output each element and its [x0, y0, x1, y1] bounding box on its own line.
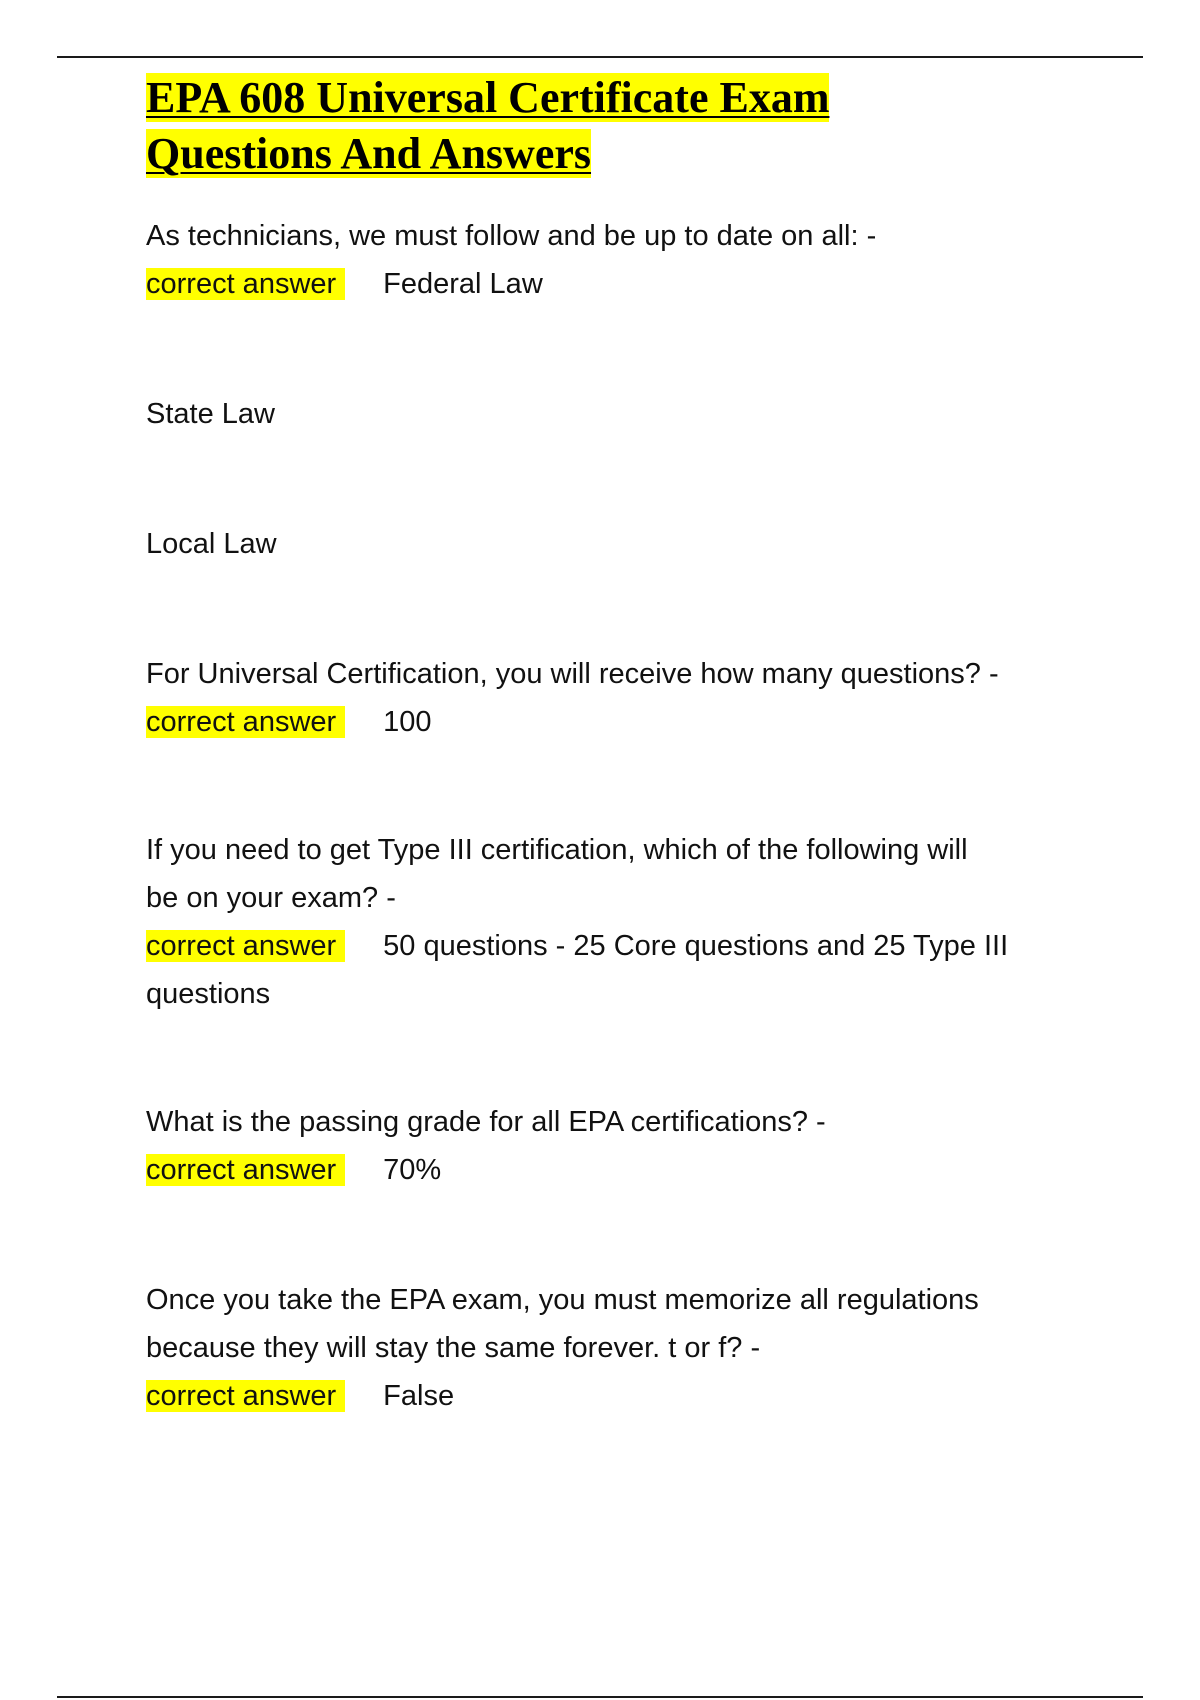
answer-extra-local: Local Law: [146, 528, 277, 560]
answer-line: [146, 922, 1086, 970]
answer-line: [146, 260, 1086, 308]
question-text-line-1: Once you take the EPA exam, you must memorize all regulations: [146, 1284, 979, 1316]
answer-text: 50 questions - 25 Core questions and 25 Type III: [383, 930, 1009, 962]
correct-answer-label: correct answer: [146, 1154, 345, 1186]
answer-text: 70%: [383, 1154, 442, 1186]
answer-text: 100: [383, 706, 432, 738]
question-text-line-1: If you need to get Type III certification, which of the following will: [146, 834, 968, 866]
bottom-rule: [57, 1696, 1143, 1698]
answer-text: False: [383, 1380, 455, 1412]
correct-answer-label: correct answer: [146, 268, 345, 300]
correct-answer-label: correct answer: [146, 930, 345, 962]
answer-line: [146, 1146, 1086, 1194]
question-text-line-2: be on your exam? -: [146, 882, 396, 914]
spacer: [146, 438, 1086, 520]
answer-line: [146, 698, 1086, 746]
document-title: [146, 70, 1086, 182]
question-text: As technicians, we must follow and be up to date on all: -: [146, 220, 877, 252]
question-text-line-2: because they will stay the same forever. t or f? -: [146, 1332, 761, 1364]
qa-item-3: [146, 826, 1086, 1018]
answer-text-line-2: questions: [146, 978, 271, 1010]
answer-text: Federal Law: [383, 268, 543, 300]
question-text: For Universal Certification, you will receive how many questions? -: [146, 658, 999, 690]
document-body: [146, 70, 1086, 1420]
qa-item-5: [146, 1276, 1086, 1420]
correct-answer-label: correct answer: [146, 1380, 345, 1412]
qa-item-2: [146, 650, 1086, 746]
qa-item-1: [146, 212, 1086, 568]
title-line-2: Questions And Answers: [146, 129, 592, 178]
question-text: What is the passing grade for all EPA certifications? -: [146, 1106, 826, 1138]
answer-line: [146, 1372, 1086, 1420]
answer-extra-state: State Law: [146, 398, 275, 430]
spacer: [146, 308, 1086, 390]
top-rule: [57, 56, 1143, 58]
correct-answer-label: correct answer: [146, 706, 345, 738]
title-line-1: EPA 608 Universal Certificate Exam: [146, 73, 830, 122]
qa-item-4: [146, 1098, 1086, 1194]
